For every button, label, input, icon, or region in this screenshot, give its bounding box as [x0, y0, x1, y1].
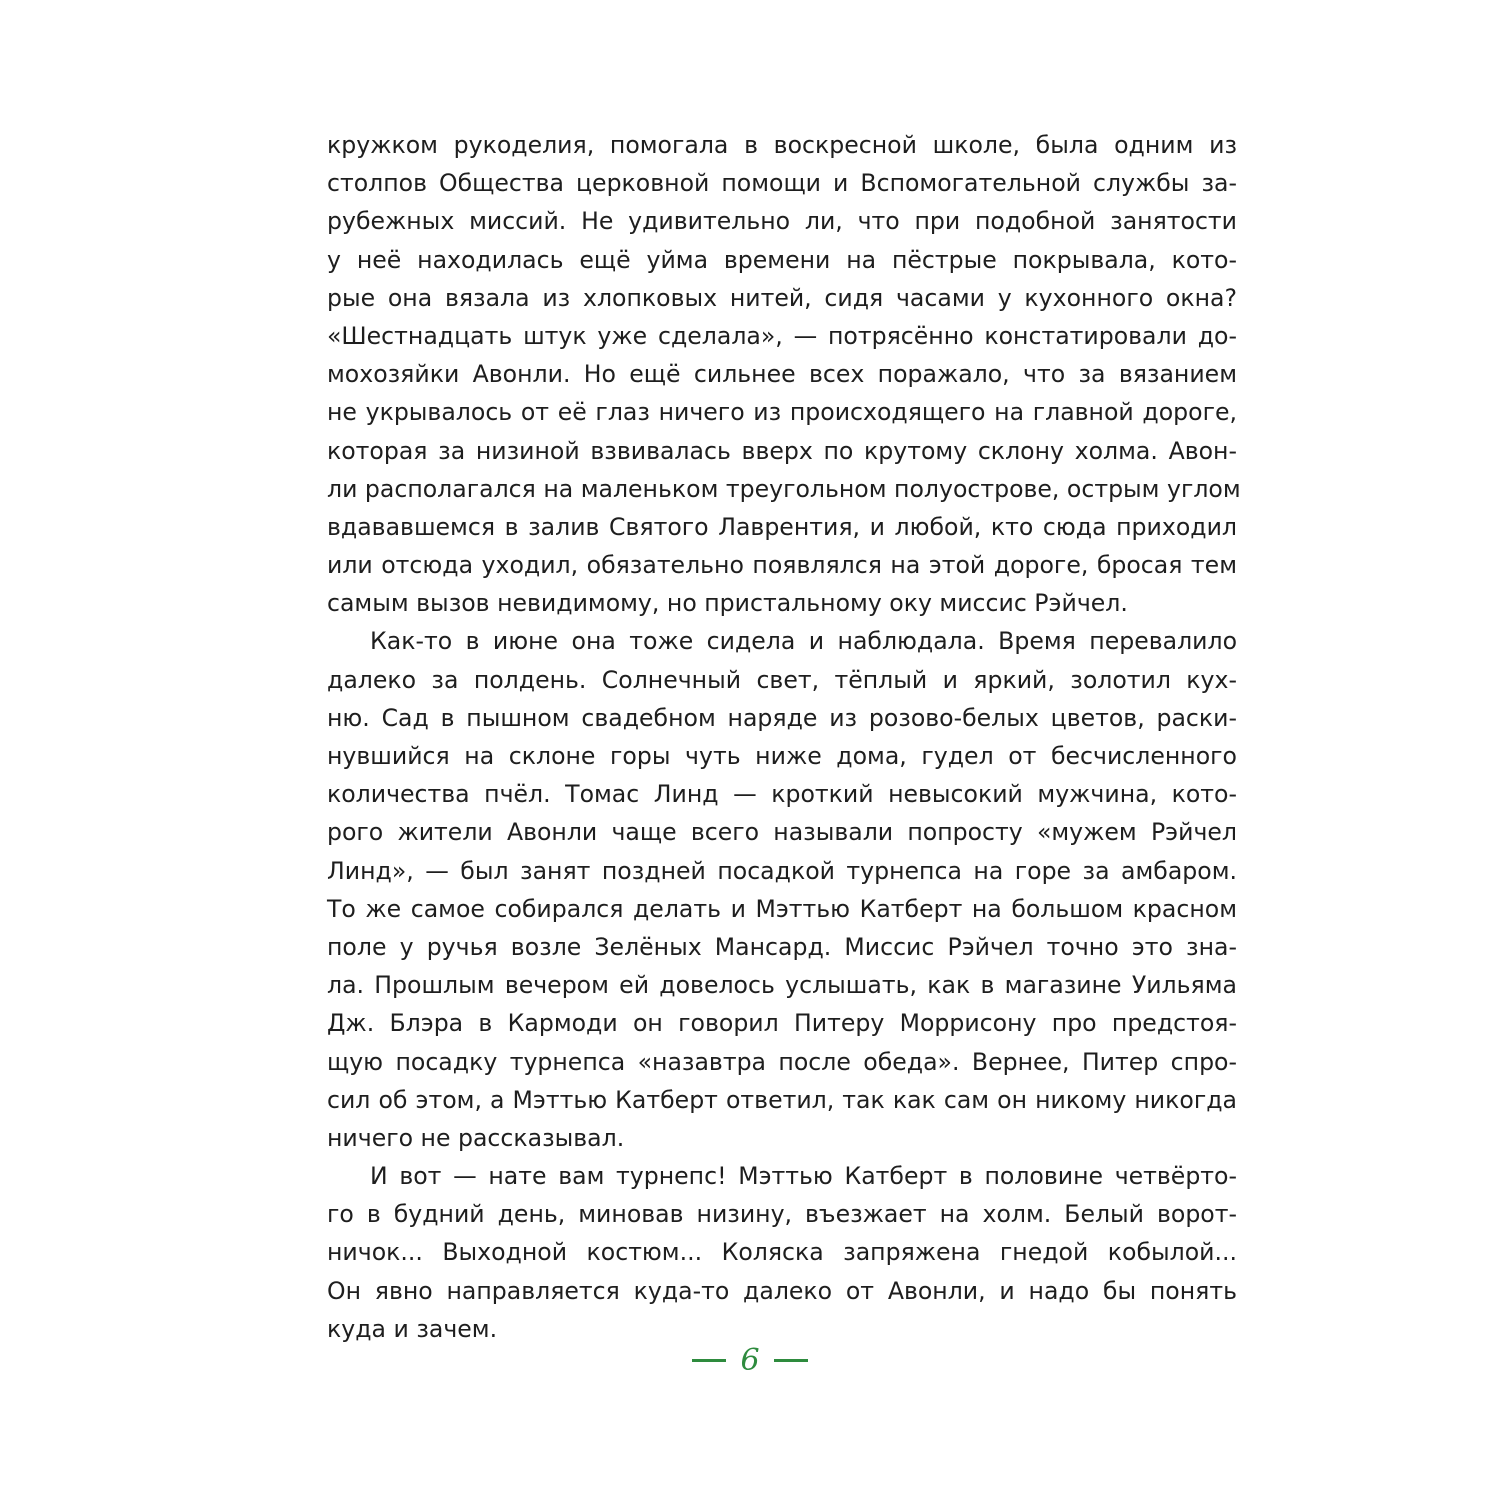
- text-line: столпов Общества церковной помощи и Вспомогательной службы за-: [327, 169, 1237, 198]
- text-line: мохозяйки Авонли. Но ещё сильнее всех поражало, что за вязанием: [327, 360, 1237, 389]
- text-line: вдававшемся в залив Святого Лаврентия, и любой, кто сюда приходил: [327, 512, 1237, 541]
- text-line: Как-то в июне она тоже сидела и наблюдала. Время перевалило: [370, 627, 1237, 656]
- text-line: ню. Сад в пышном свадебном наряде из розово-белых цветов, раски-: [327, 703, 1237, 732]
- text-line: рого жители Авонли чаще всего называли попросту «мужем Рэйчел: [327, 818, 1237, 847]
- text-line: нувшийся на склоне горы чуть ниже дома, гудел от бесчисленного: [327, 742, 1237, 770]
- text-line: ли располагался на маленьком треугольном полуострове, острым углом: [327, 474, 1241, 503]
- text-line: «Шестнадцать штук уже сделала», — потрясённо констатировали до-: [327, 321, 1237, 350]
- text-line: Он явно направляется куда-то далеко от Авонли, и надо бы понять: [327, 1276, 1237, 1305]
- text-line: не укрывалось от её глаз ничего из происходящего на главной дороге,: [327, 398, 1237, 427]
- text-line: поле у ручья возле Зелёных Мансард. Миссис Рэйчел точно это зна-: [327, 932, 1237, 961]
- text-line: го в будний день, миновав низину, въезжает на холм. Белый ворот-: [327, 1200, 1237, 1229]
- text-line: рубежных миссий. Не удивительно ли, что при подобной занятости: [327, 207, 1237, 236]
- text-line: щую посадку турнепса «назавтра после обеда». Вернее, Питер спро-: [327, 1047, 1237, 1076]
- text-line: ничего не рассказывал.: [327, 1123, 625, 1152]
- paragraph-3: [327, 1157, 1237, 1348]
- page-number-value: 6: [740, 1343, 760, 1378]
- paragraph-1: [327, 126, 1241, 622]
- body-text: [327, 126, 1241, 1348]
- text-line: рые она вязала из хлопковых нитей, сидя часами у кухонного окна?: [327, 283, 1237, 312]
- dash-ornament-right: [774, 1359, 808, 1362]
- text-line: сил об этом, а Мэттью Катберт ответил, так как сам он никому никогда: [327, 1085, 1237, 1114]
- text-line: самым вызов невидимому, но пристальному оку миссис Рэйчел.: [327, 589, 1128, 618]
- text-line: То же самое собирался делать и Мэттью Катберт на большом красном: [327, 894, 1237, 923]
- text-line: кружком рукоделия, помогала в воскресной школе, была одним из: [327, 131, 1237, 159]
- dash-ornament-left: [692, 1359, 726, 1362]
- paragraph-2: [327, 622, 1237, 1157]
- text-line: у неё находилась ещё уйма времени на пёстрые покрывала, кото-: [327, 245, 1237, 274]
- text-line: количества пчёл. Томас Линд — кроткий невысокий мужчина, кото-: [327, 780, 1237, 809]
- text-line: далеко за полдень. Солнечный свет, тёплый и яркий, золотил кух-: [327, 665, 1237, 694]
- text-line: Линд», — был занят поздней посадкой турнепса на горе за амбаром.: [327, 856, 1237, 885]
- text-line: И вот — нате вам турнепс! Мэттью Катберт в половине четвёрто-: [370, 1162, 1237, 1191]
- text-line: которая за низиной взвивалась вверх по крутому склону холма. Авон-: [327, 436, 1237, 465]
- page-number: [0, 1341, 1500, 1381]
- text-line: ничок... Выходной костюм... Коляска запряжена гнедой кобылой...: [327, 1238, 1237, 1267]
- text-line: куда и зачем.: [327, 1314, 498, 1343]
- text-line: или отсюда уходил, обязательно появлялся на этой дороге, бросая тем: [327, 551, 1237, 580]
- text-line: ла. Прошлым вечером ей довелось услышать, как в магазине Уильяма: [327, 971, 1237, 1000]
- text-line: Дж. Блэра в Кармоди он говорил Питеру Моррисону про предстоя-: [327, 1009, 1237, 1038]
